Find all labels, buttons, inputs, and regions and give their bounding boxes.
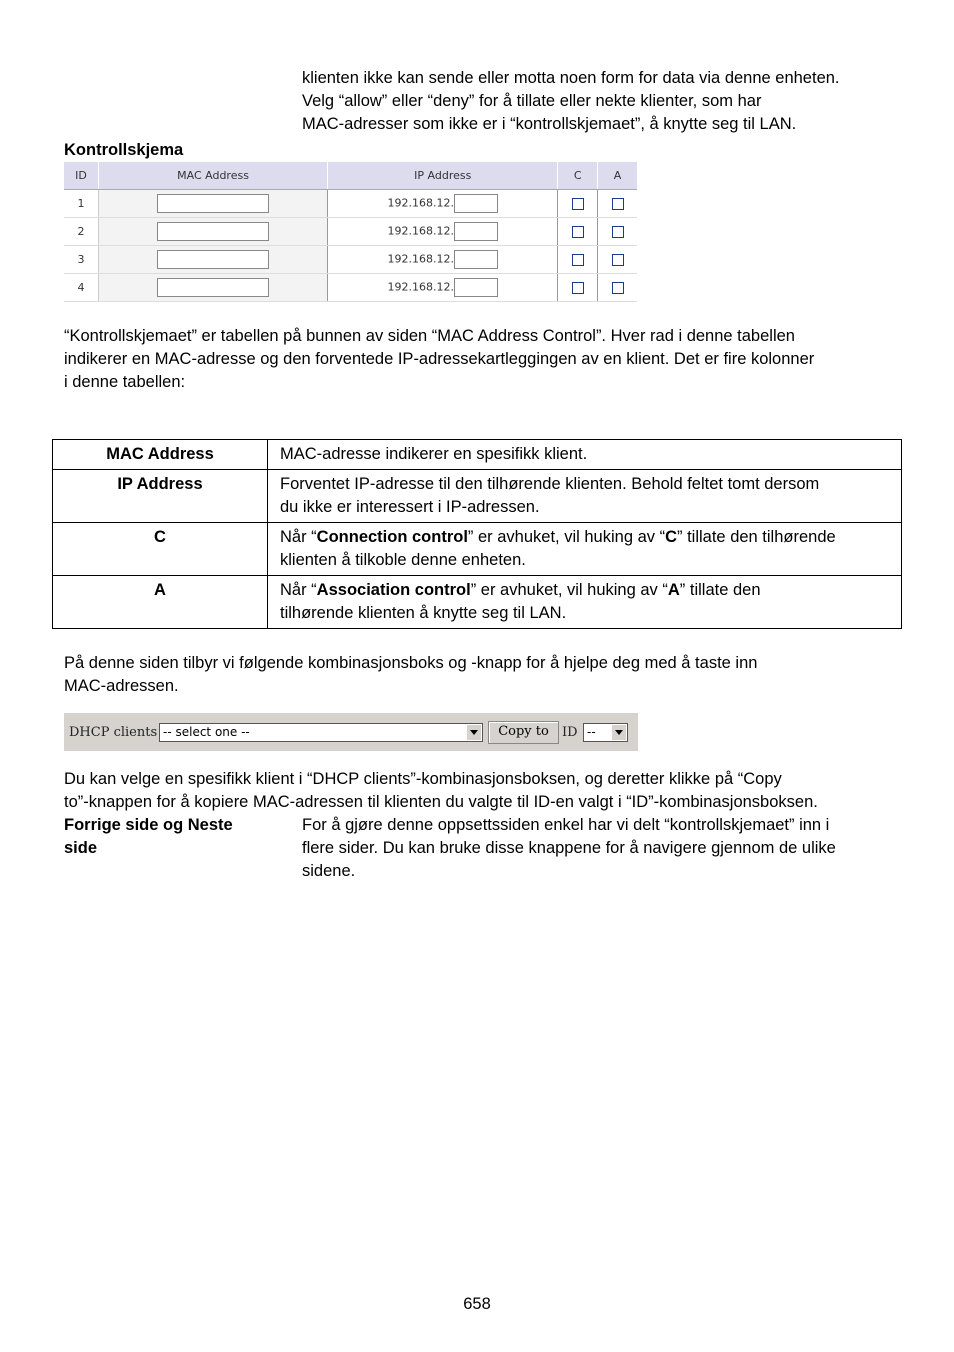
paragraph-line: to”-knappen for å kopiere MAC-adressen til klienten du valgte til ID-en valgt i “ID”-kombinasjonsboksen. — [64, 793, 818, 811]
table-row — [53, 576, 902, 629]
table-row — [64, 246, 637, 274]
term-line: Forrige side og Neste — [64, 816, 233, 834]
table-row — [53, 523, 902, 576]
control-table-header — [64, 162, 637, 190]
connection-control-checkbox[interactable] — [572, 282, 584, 294]
description-line: For å gjøre denne oppsettssiden enkel har vi delt “kontrollskjemaet” inn i — [302, 816, 830, 834]
association-control-checkbox[interactable] — [612, 198, 624, 210]
bold-term: Connection control — [316, 528, 468, 546]
association-control-checkbox[interactable] — [612, 282, 624, 294]
chevron-down-icon — [611, 725, 626, 740]
description-line: sidene. — [302, 862, 356, 880]
dhcp-clients-bar — [64, 713, 638, 751]
row-key: IP Address — [53, 470, 268, 523]
mac-address-input[interactable] — [157, 250, 269, 269]
copy-to-button[interactable]: Copy to — [488, 721, 559, 744]
paragraph-combobox-intro — [64, 652, 757, 698]
table-row — [64, 218, 637, 246]
page-number: 658 — [463, 1295, 491, 1313]
bold-term: Association control — [316, 581, 471, 599]
intro-text — [302, 67, 840, 136]
ip-prefix: 192.168.12. — [387, 224, 454, 238]
association-control-checkbox[interactable] — [612, 254, 624, 266]
row-value-line: Forventet IP-adresse til den tilhørende klienten. Behold feltet tomt dersom — [280, 475, 820, 493]
paragraph-line: indikerer en MAC-adresse og den forventede IP-adressekartleggingen av en klient. Det er fire kolonner — [64, 350, 815, 368]
chevron-down-icon — [466, 725, 481, 740]
text-run: Når “ — [280, 581, 317, 599]
paragraph-line: i denne tabellen: — [64, 373, 186, 391]
nav-definition-term — [64, 814, 233, 860]
table-row — [53, 440, 902, 470]
column-description-table — [52, 439, 902, 629]
row-value-line — [280, 526, 889, 549]
row-value-line: MAC-adresse indikerer en spesifikk klient. — [280, 445, 588, 463]
table-row — [64, 190, 637, 218]
intro-line: MAC-adresser som ikke er i “kontrollskjemaet”, å knytte seg til LAN. — [302, 115, 797, 133]
ip-last-octet-input[interactable] — [454, 278, 498, 297]
row-value — [268, 523, 902, 576]
header-a: A — [598, 162, 637, 190]
ip-prefix: 192.168.12. — [387, 196, 454, 210]
header-mac: MAC Address — [98, 162, 327, 190]
mac-address-input[interactable] — [157, 222, 269, 241]
row-value-line: du ikke er interessert i IP-adressen. — [280, 498, 540, 516]
paragraph-control-table — [64, 325, 814, 394]
association-control-checkbox[interactable] — [612, 226, 624, 238]
dhcp-clients-select-value: -- select one -- — [163, 725, 250, 739]
text-run: ” er avhuket, vil huking av “ — [470, 581, 668, 599]
row-id: 2 — [64, 218, 98, 246]
intro-line: klienten ikke kan sende eller motta noen form for data via denne enheten. — [302, 69, 840, 87]
ip-last-octet-input[interactable] — [454, 222, 498, 241]
text-run: ” tillate den — [679, 581, 761, 599]
table-row — [53, 470, 902, 523]
ip-last-octet-input[interactable] — [454, 194, 498, 213]
ip-prefix: 192.168.12. — [387, 280, 454, 294]
connection-control-checkbox[interactable] — [572, 226, 584, 238]
paragraph-line: På denne siden tilbyr vi følgende kombinasjonsboks og -knapp for å hjelpe deg med å taste inn — [64, 654, 758, 672]
mac-address-input[interactable] — [157, 194, 269, 213]
text-run: ” tillate den tilhørende — [677, 528, 836, 546]
intro-line: Velg “allow” eller “deny” for å tillate eller nekte klienter, som har — [302, 92, 762, 110]
mac-address-input[interactable] — [157, 278, 269, 297]
connection-control-checkbox[interactable] — [572, 254, 584, 266]
paragraph-dhcp-usage — [64, 768, 818, 814]
header-id: ID — [64, 162, 98, 190]
row-id: 4 — [64, 274, 98, 302]
nav-definition-description — [302, 814, 836, 883]
id-select-value: -- — [587, 725, 596, 739]
row-value — [268, 576, 902, 629]
id-select[interactable] — [583, 723, 628, 742]
row-value-line — [280, 579, 889, 602]
control-table — [64, 162, 637, 302]
paragraph-line: Du kan velge en spesifikk klient i “DHCP clients”-kombinasjonsboksen, og deretter klikke på “Copy — [64, 770, 782, 788]
row-value — [268, 440, 902, 470]
row-id: 3 — [64, 246, 98, 274]
row-value-line: tilhørende klienten å knytte seg til LAN. — [280, 604, 567, 622]
bold-term: C — [665, 528, 678, 546]
description-line: flere sider. Du kan bruke disse knappene for å navigere gjennom de ulike — [302, 839, 836, 857]
connection-control-checkbox[interactable] — [572, 198, 584, 210]
paragraph-line: “Kontrollskjemaet” er tabellen på bunnen av siden “MAC Address Control”. Hver rad i denne tabellen — [64, 327, 795, 345]
id-label: ID — [562, 725, 578, 740]
bold-term: A — [667, 581, 680, 599]
row-key: A — [53, 576, 268, 629]
row-id: 1 — [64, 190, 98, 218]
header-c: C — [558, 162, 598, 190]
table-row — [64, 274, 637, 302]
row-value-line: klienten å tilkoble denne enheten. — [280, 551, 526, 569]
ip-prefix: 192.168.12. — [387, 252, 454, 266]
term-line: side — [64, 839, 98, 857]
row-value — [268, 470, 902, 523]
dhcp-clients-label: DHCP clients — [69, 725, 158, 740]
header-ip: IP Address — [328, 162, 558, 190]
row-key: C — [53, 523, 268, 576]
paragraph-line: MAC-adressen. — [64, 677, 179, 695]
ip-last-octet-input[interactable] — [454, 250, 498, 269]
row-key: MAC Address — [53, 440, 268, 470]
control-table-heading: Kontrollskjema — [64, 141, 184, 159]
text-run: ” er avhuket, vil huking av “ — [467, 528, 666, 546]
dhcp-clients-select[interactable] — [159, 723, 483, 742]
text-run: Når “ — [280, 528, 317, 546]
